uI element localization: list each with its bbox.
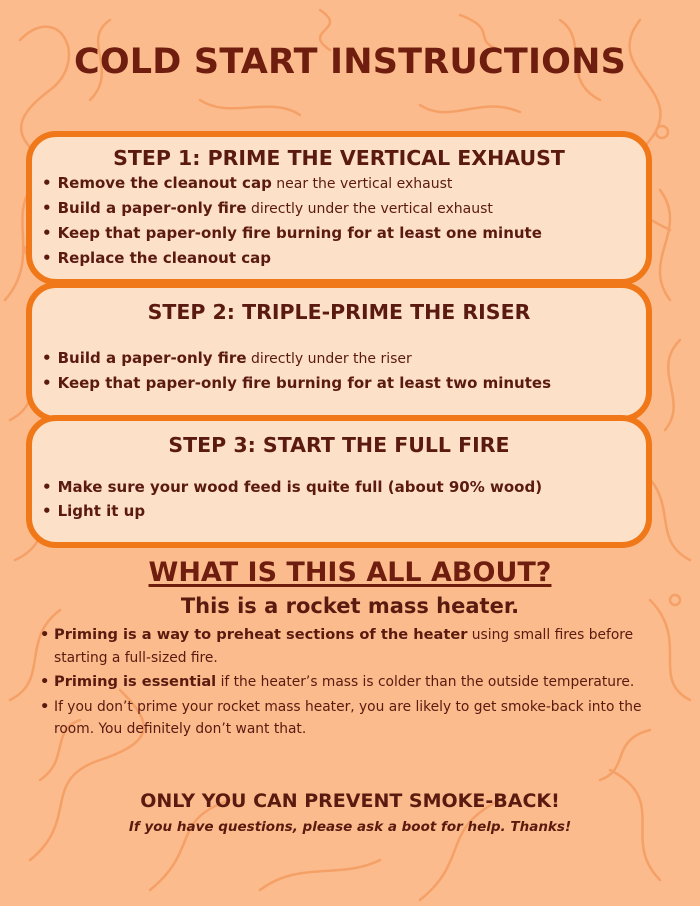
step-3-title: STEP 3: START THE FULL FIRE	[168, 433, 510, 457]
closing-slogan: ONLY YOU CAN PREVENT SMOKE-BACK!	[140, 790, 560, 812]
list-item: • If you don’t prime your rocket mass heater, you are likely to get smoke-back into the room. You definitely don’t want that.	[40, 696, 680, 741]
list-item: • Priming is a way to preheat sections of the heater using small fires before starting a full-sized fire.	[40, 624, 680, 669]
step-1-title: STEP 1: PRIME THE VERTICAL EXHAUST	[113, 146, 565, 170]
list-item: • Build a paper-only fire directly under the vertical exhaust	[42, 196, 646, 221]
list-item: • Priming is essential if the heater’s mass is colder than the outside temperature.	[40, 671, 680, 694]
page-title: COLD START INSTRUCTIONS	[73, 42, 627, 82]
list-item: • Light it up	[42, 499, 646, 523]
list-item: • Make sure your wood feed is quite full (about 90% wood)	[42, 475, 646, 499]
list-item: • Build a paper-only fire directly under the riser	[42, 346, 646, 371]
list-item: • Keep that paper-only fire burning for at least two minutes	[42, 371, 646, 396]
step-1-list	[32, 171, 646, 271]
step-2-list	[32, 346, 646, 396]
list-item: • Remove the cleanout cap near the vertical exhaust	[42, 171, 646, 196]
step-3-box	[26, 415, 652, 548]
help-note: If you have questions, please ask a boot for help. Thanks!	[128, 819, 572, 835]
list-item: • Keep that paper-only fire burning for at least one minute	[42, 221, 646, 246]
step-2-title: STEP 2: TRIPLE-PRIME THE RISER	[147, 300, 531, 324]
step-3-list	[32, 475, 646, 523]
about-subheading: This is a rocket mass heater.	[180, 594, 520, 618]
about-list	[40, 624, 680, 743]
step-1-box	[26, 131, 652, 285]
list-item: • Replace the cleanout cap	[42, 246, 646, 271]
about-heading: WHAT IS THIS ALL ABOUT?	[148, 557, 552, 588]
step-2-box	[26, 282, 652, 422]
